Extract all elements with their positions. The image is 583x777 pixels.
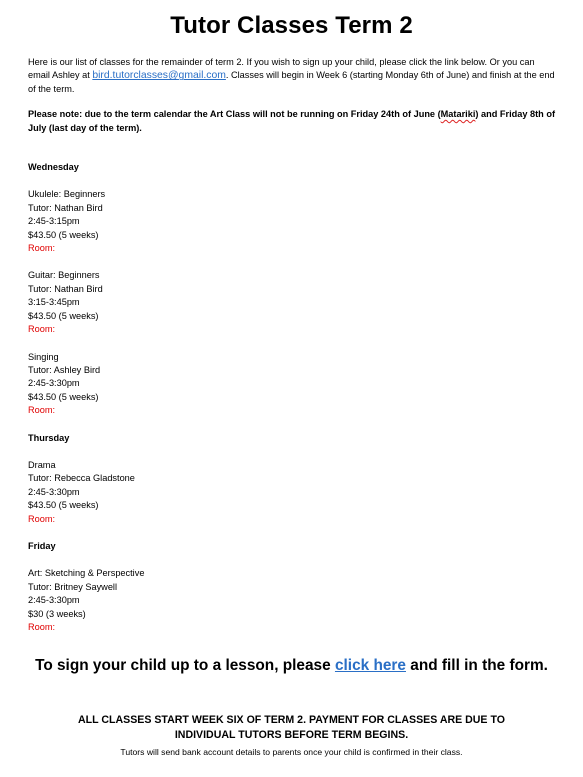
class-room: Room: (28, 622, 56, 632)
class-block-guitar (28, 269, 558, 336)
class-block-singing (28, 351, 558, 418)
class-time: 2:45-3:30pm (28, 486, 80, 497)
class-name: Ukulele: Beginners (28, 189, 106, 200)
intro-text: Here is our list of classes for the remainder of term 2. If you wish to sign up your child, please click the link below. Or you can email Ashley at (28, 57, 535, 81)
footer-line-1: ALL CLASSES START WEEK SIX OF TERM 2. PAYMENT FOR CLASSES ARE DUE TO (78, 714, 505, 726)
class-price: $43.50 (5 weeks) (28, 229, 99, 240)
class-name: Singing (28, 351, 59, 362)
intro-text-end: . Classes will begin in Week 6 (starting Monday 6th of June) and finish at the end of the term. (28, 70, 555, 94)
note-text: Please note: due to the term calendar the Art Class will not be running on Friday 24th of June ( (28, 109, 441, 120)
class-tutor: Tutor: Ashley Bird (28, 364, 101, 375)
class-name: Art: Sketching & Perspective (28, 568, 145, 579)
class-name: Guitar: Beginners (28, 270, 100, 281)
class-room: Room: (28, 513, 56, 524)
signup-link[interactable]: click here (334, 657, 406, 674)
note-paragraph (28, 108, 558, 135)
intro-paragraph (28, 56, 558, 96)
signup-text: To sign your child up to a lesson, please (35, 657, 335, 674)
class-price: $43.50 (5 weeks) (28, 391, 99, 402)
class-room: Room: (28, 324, 56, 335)
class-price: $43.50 (5 weeks) (28, 500, 99, 511)
spellcheck-word: Matariki (440, 109, 476, 120)
document-body (28, 56, 558, 634)
note-text-end: ) and Friday 8th of July (last day of the term). (28, 109, 556, 133)
page-title: Tutor Classes Term 2 (170, 12, 413, 39)
signup-text-end: and fill in the form. (405, 657, 548, 674)
class-tutor: Tutor: Nathan Bird (28, 202, 103, 213)
day-heading-thursday: Thursday (28, 432, 70, 443)
class-room: Room: (28, 243, 56, 254)
signup-callout (0, 657, 583, 675)
class-block-ukulele (28, 188, 558, 255)
class-time: 3:15-3:45pm (28, 297, 80, 308)
class-price: $30 (3 weeks) (28, 608, 86, 619)
class-tutor: Tutor: Britney Saywell (28, 581, 118, 592)
footer-subtext: Tutors will send bank account details to parents once your child is confirmed in their class. (120, 747, 463, 757)
footer-notice (40, 713, 543, 743)
class-time: 2:45-3:30pm (28, 378, 80, 389)
class-tutor: Tutor: Nathan Bird (28, 283, 103, 294)
class-name: Drama (28, 459, 56, 470)
class-time: 2:45-3:30pm (28, 595, 80, 606)
class-room: Room: (28, 405, 56, 416)
day-heading-wednesday: Wednesday (28, 162, 79, 173)
class-time: 2:45-3:15pm (28, 216, 80, 227)
day-heading-friday: Friday (28, 540, 56, 551)
class-block-art (28, 567, 558, 634)
footer-line-2: INDIVIDUAL TUTORS BEFORE TERM BEGINS. (174, 729, 409, 741)
class-block-drama (28, 459, 558, 526)
class-tutor: Tutor: Rebecca Gladstone (28, 473, 135, 484)
email-link[interactable]: bird.tutorclasses@gmail.com (92, 70, 226, 82)
class-price: $43.50 (5 weeks) (28, 310, 99, 321)
